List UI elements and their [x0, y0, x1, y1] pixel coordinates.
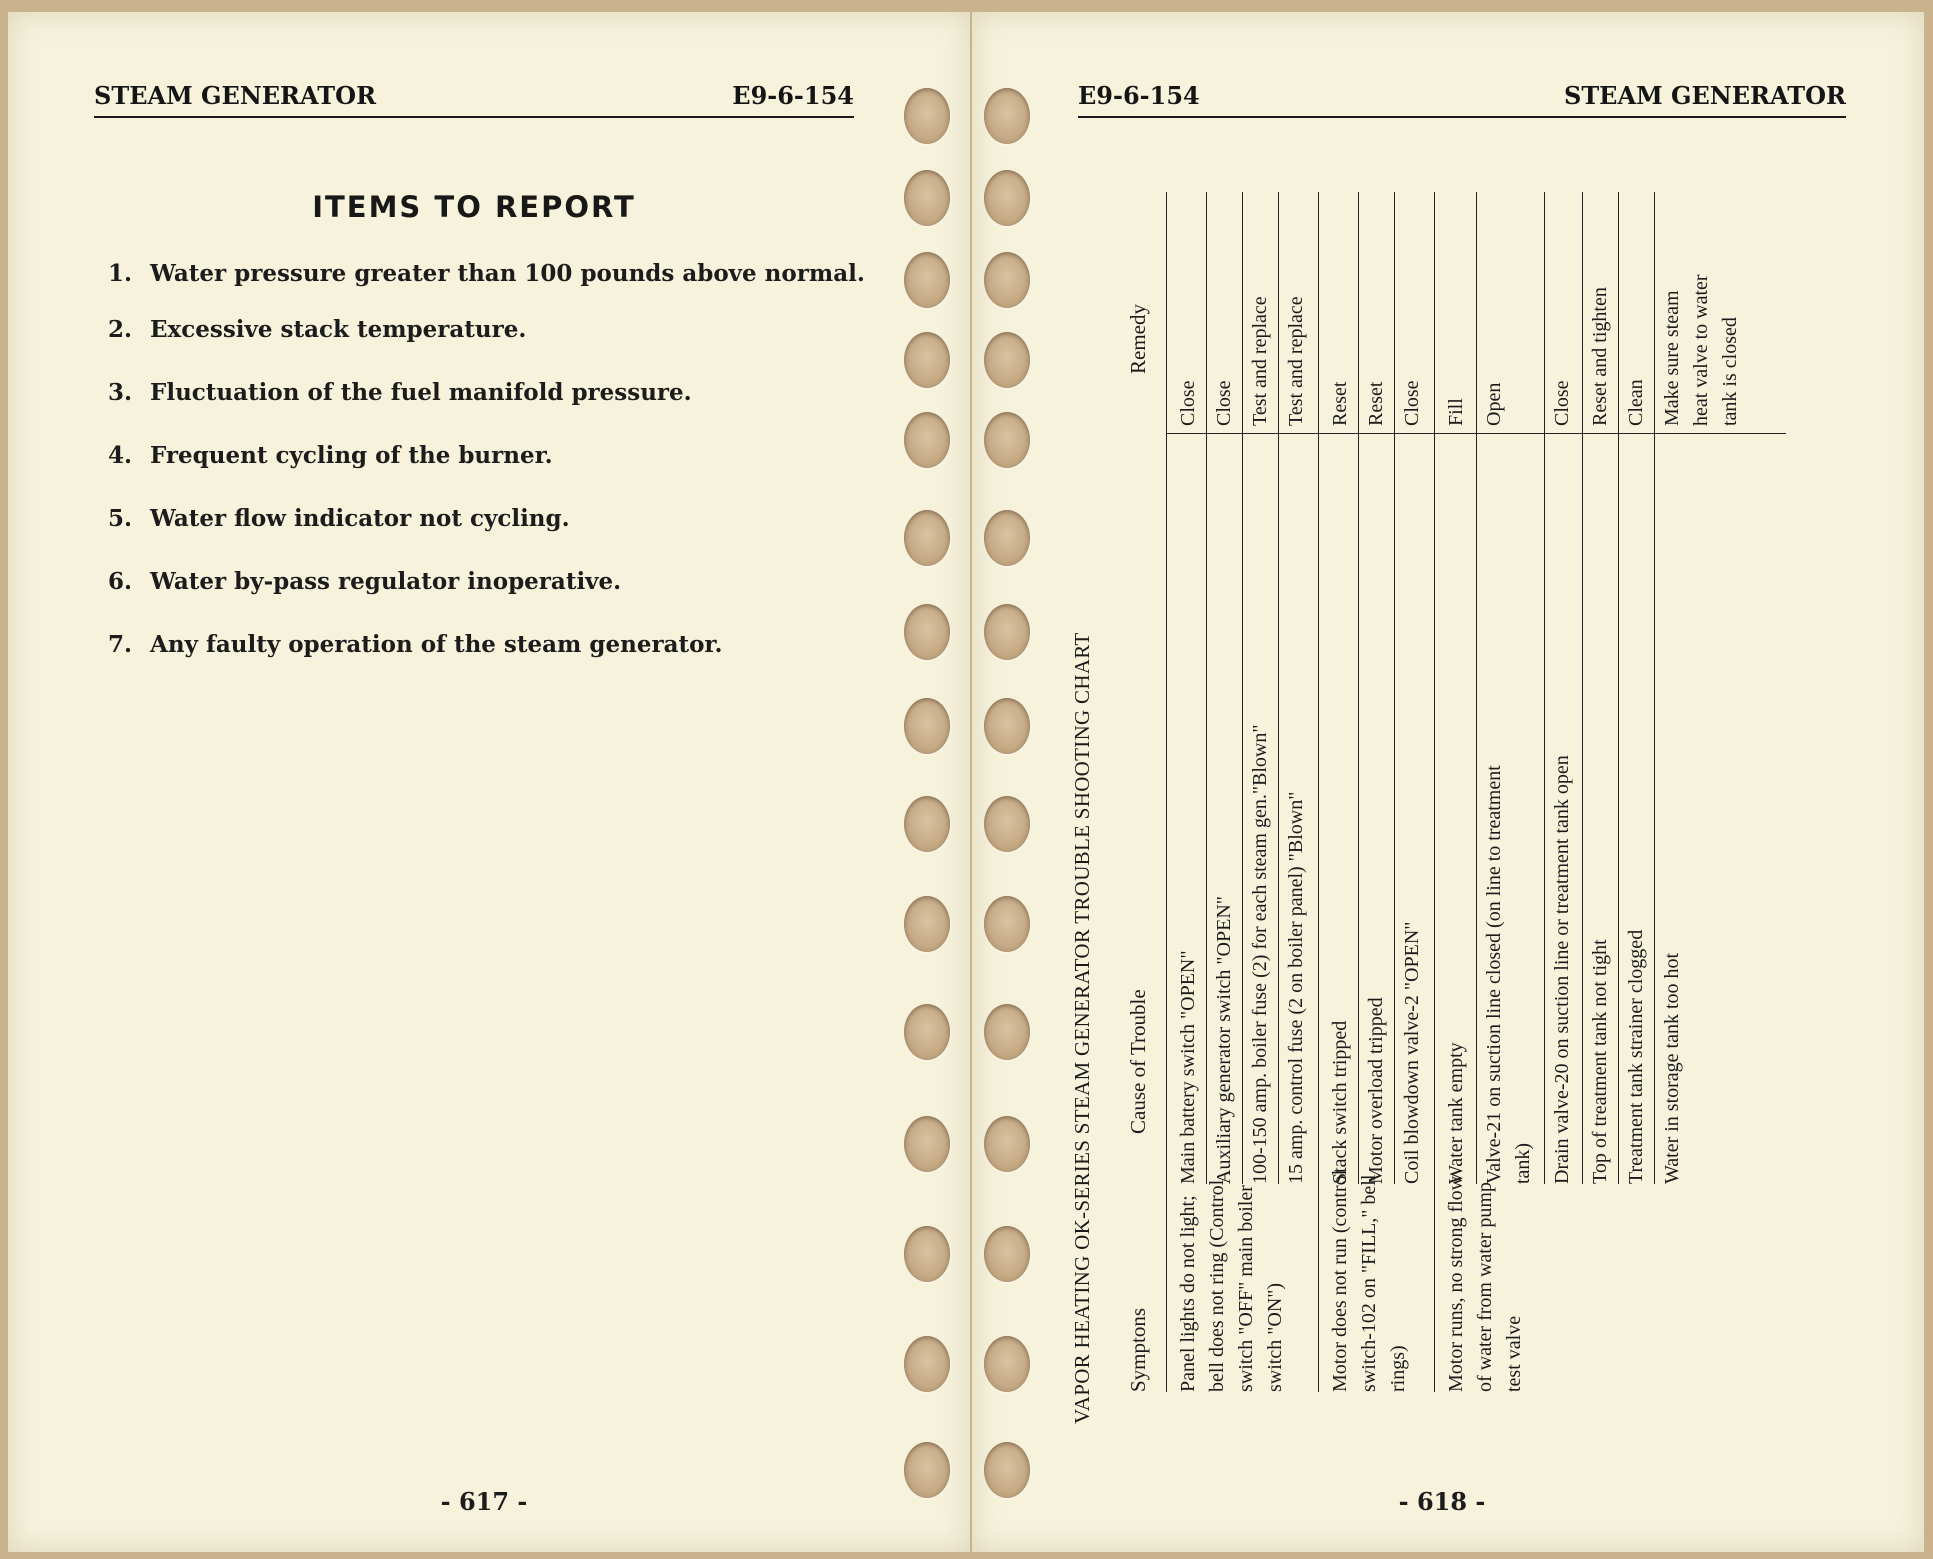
- cause-cell: Auxiliary generator switch "OPEN": [1213, 896, 1235, 1184]
- cause-cell: Drain valve-20 on suction line or treatment tank open: [1551, 755, 1573, 1184]
- list-item: [108, 377, 873, 409]
- remedy-header: Remedy: [1126, 304, 1150, 374]
- list-item: [108, 314, 873, 346]
- remedy-cell: Reset and tighten: [1589, 287, 1611, 426]
- binder-hole: [904, 896, 950, 952]
- item-text: Water by-pass regulator inoperative.: [150, 568, 622, 595]
- left-page-number: - 617 -: [440, 1487, 528, 1516]
- remedy-cell: Close: [1401, 380, 1423, 426]
- remedy-cell: Close: [1177, 380, 1199, 426]
- item-text: Water flow indicator not cycling.: [150, 505, 570, 532]
- left-page-header: [94, 76, 854, 118]
- right-page-header: [1078, 76, 1846, 118]
- remedy-column-rule: [1166, 433, 1786, 434]
- item-text: Fluctuation of the fuel manifold pressure.: [150, 379, 692, 406]
- binder-hole: [984, 1116, 1030, 1172]
- cause-cell: 100-150 amp. boiler fuse (2) for each steam gen."Blown": [1249, 724, 1271, 1184]
- item-number: 3.: [108, 379, 133, 406]
- binder-hole: [904, 332, 950, 388]
- item-number: 1.: [108, 260, 133, 287]
- list-item: [108, 440, 873, 472]
- left-header-code: E9-6-154: [732, 81, 854, 110]
- remedy-cell: Clean: [1625, 379, 1647, 426]
- chart-title: VAPOR HEATING OK-SERIES STEAM GENERATOR TROUBLE SHOOTING CHART: [1070, 632, 1094, 1424]
- binder-hole: [984, 412, 1030, 468]
- item-number: 6.: [108, 568, 133, 595]
- cause-cell: Stack switch tripped: [1329, 1020, 1351, 1184]
- cause-cell: Coil blowdown valve-2 "OPEN": [1401, 921, 1423, 1184]
- binder-hole: [984, 88, 1030, 144]
- binder-hole: [904, 796, 950, 852]
- item-text: Water pressure greater than 100 pounds above normal.: [150, 260, 865, 287]
- group-rule: [1318, 192, 1319, 1392]
- list-item: [108, 503, 873, 535]
- list-item: [108, 258, 873, 290]
- row-rule: [1278, 192, 1279, 1184]
- row-rule: [1544, 192, 1545, 1184]
- left-header-title: STEAM GENERATOR: [94, 81, 377, 110]
- report-items-list: [108, 258, 873, 661]
- cause-cell: Water in storage tank too hot: [1661, 952, 1683, 1184]
- binder-hole: [904, 412, 950, 468]
- cause-header: Cause of Trouble: [1126, 989, 1150, 1134]
- remedy-cell: Open: [1483, 382, 1505, 426]
- symptom-cell: Motor runs, no strong flow of water from water pump test valve: [1445, 1175, 1525, 1392]
- binder-hole: [904, 170, 950, 226]
- item-number: 5.: [108, 505, 133, 532]
- row-rule: [1618, 192, 1619, 1184]
- right-header-code: E9-6-154: [1078, 81, 1200, 110]
- symptoms-header: Symptons: [1126, 1307, 1150, 1392]
- binder-hole: [904, 88, 950, 144]
- binder-hole: [904, 1116, 950, 1172]
- binder-hole: [904, 1226, 950, 1282]
- binder-hole: [984, 332, 1030, 388]
- binder-hole: [984, 1004, 1030, 1060]
- right-page-number: - 618 -: [1398, 1487, 1486, 1516]
- binder-hole: [984, 1442, 1030, 1498]
- remedy-cell: Reset: [1329, 381, 1351, 426]
- row-rule: [1242, 192, 1243, 1184]
- row-rule: [1358, 192, 1359, 1184]
- binder-hole: [984, 604, 1030, 660]
- binder-hole: [904, 1004, 950, 1060]
- row-rule: [1206, 192, 1207, 1184]
- binder-hole: [904, 1442, 950, 1498]
- cause-cell: 15 amp. control fuse (2 on boiler panel) "Blown": [1285, 791, 1307, 1184]
- binder-hole: [904, 604, 950, 660]
- cause-cell: Main battery switch "OPEN": [1177, 950, 1199, 1184]
- item-number: 7.: [108, 631, 133, 658]
- binder-hole: [904, 698, 950, 754]
- row-rule: [1582, 192, 1583, 1184]
- binder-hole: [984, 170, 1030, 226]
- item-text: Frequent cycling of the burner.: [150, 442, 553, 469]
- remedy-cell: Test and replace: [1249, 296, 1271, 426]
- item-number: 4.: [108, 442, 133, 469]
- remedy-cell: Make sure steam heat valve to water tank is closed: [1661, 274, 1741, 426]
- item-text: Any faulty operation of the steam generator.: [150, 631, 723, 658]
- remedy-cell: Close: [1551, 380, 1573, 426]
- cause-cell: Top of treatment tank not tight: [1589, 939, 1611, 1184]
- row-rule: [1394, 192, 1395, 1184]
- binder-hole: [984, 796, 1030, 852]
- trouble-chart-frame: [1056, 192, 1846, 1444]
- header-rule: [1166, 192, 1167, 1392]
- remedy-cell: Test and replace: [1285, 296, 1307, 426]
- list-item: [108, 629, 873, 661]
- items-to-report-title: ITEMS TO REPORT: [312, 190, 636, 224]
- cause-cell: Water tank empty: [1445, 1042, 1467, 1184]
- symptom-cell: Panel lights do not light; bell does not ring (Control switch "OFF" main boiler switch "ON"): [1177, 1179, 1286, 1392]
- cause-cell: Valve-21 on suction line closed (on line to treatment tank): [1483, 765, 1534, 1184]
- binder-hole: [904, 1336, 950, 1392]
- item-text: Excessive stack temperature.: [150, 316, 527, 343]
- binder-hole: [984, 510, 1030, 566]
- item-number: 2.: [108, 316, 133, 343]
- row-rule: [1654, 192, 1655, 1184]
- binder-hole: [904, 510, 950, 566]
- cause-cell: Motor overload tripped: [1365, 997, 1387, 1184]
- binder-hole: [984, 1226, 1030, 1282]
- binder-hole: [984, 252, 1030, 308]
- remedy-cell: Reset: [1365, 381, 1387, 426]
- remedy-cell: Close: [1213, 380, 1235, 426]
- right-header-title: STEAM GENERATOR: [1563, 81, 1846, 110]
- row-rule: [1476, 192, 1477, 1184]
- group-rule: [1434, 192, 1435, 1392]
- symptom-cell: Motor does not run (control switch-102 on "FILL," bell rings): [1329, 1169, 1409, 1392]
- left-page: [8, 12, 970, 1552]
- trouble-shooting-chart: [1056, 192, 1846, 1444]
- binder-hole: [984, 896, 1030, 952]
- remedy-cell: Fill: [1445, 398, 1467, 426]
- binder-hole: [904, 252, 950, 308]
- cause-cell: Treatment tank strainer clogged: [1625, 929, 1647, 1184]
- list-item: [108, 566, 873, 598]
- binder-hole: [984, 698, 1030, 754]
- binder-hole: [984, 1336, 1030, 1392]
